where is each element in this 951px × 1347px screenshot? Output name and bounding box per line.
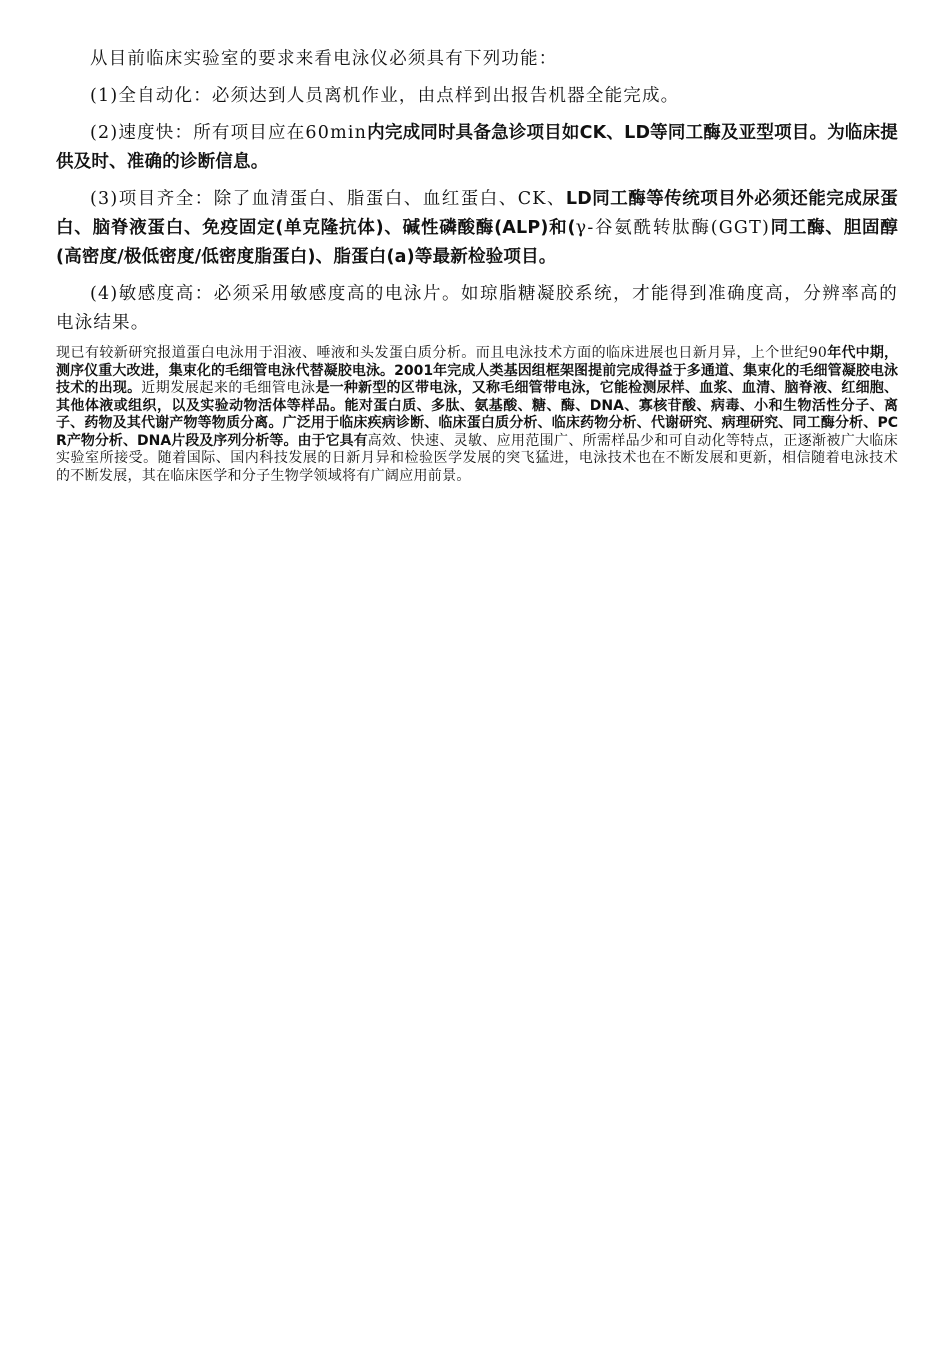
item-3-text-sans: LD同工酶等传统项目外必须还能完成尿蛋白、脑脊液蛋白、免疫固定(单克隆抗体)、碱性磷酸酶(ALP)和( [56,189,898,238]
item-2-text-serif: (2)速度快：所有项目应在60min [90,123,368,143]
summary-text-3: 近期发展起来的毛细管电泳 [141,380,316,396]
item-3-text-sans-2: 同工酶、胆固醇(高密度/极低密度/低密度脂蛋白)、脂蛋白(a)等最新检验项目。 [56,218,898,267]
item-1-paragraph [56,81,898,110]
item-2-paragraph [56,118,898,176]
item-3-paragraph [56,184,898,271]
summary-text-1: 现已有较新研究报道蛋白电泳用于泪液、唾液和头发蛋白质分析。而且电泳技术方面的临床进展也日新月异，上个世纪90 [56,345,828,361]
item-1-text: (1)全自动化：必须达到人员离机作业，由点样到出报告机器全能完成。 [90,86,680,106]
summary-paragraph [56,345,898,485]
item-4-text: (4)敏感度高：必须采用敏感度高的电泳片。如琼脂糖凝胶系统，才能得到准确度高，分辨率高的电泳结果。 [56,284,898,333]
intro-paragraph [56,44,898,73]
summary-text-5: 高效、快速、灵敏、应用范围广、所需样品少和可自动化等特点，正逐渐被广大临床实验室所接受。随着国际、国内科技发展的日新月异和检验医学发展的突飞猛进，电泳技术也在不断发展和更新，相信随着电泳技术的不断发展，其在临床医学和分子生物学领域将有广阔应用前景。 [56,432,898,484]
item-2-text-sans: 内完成同时具备急诊项目如CK、LD等同工酶及亚型项目。为临床提供及时、准确的诊断信息。 [56,123,899,172]
summary-text-2: 年代中期，测序仪重大改进，集束化的毛细管电泳代替凝胶电泳。2001年完成人类基因组框架图提前完成得益于多通道、集束化的毛细管凝胶电泳技术的出现。 [56,345,899,396]
item-4-paragraph [56,279,898,337]
item-3-text-serif-2: γ-谷氨酰转肽酶(GGT) [575,218,770,238]
intro-text: 从目前临床实验室的要求来看电泳仪必须具有下列功能： [90,49,558,69]
document-body [56,44,898,485]
summary-text-4: 是一种新型的区带电泳，又称毛细管带电泳，它能检测尿样、血浆、血清、脑脊液、红细胞、其他体液或组织，以及实验动物活体等样品。能对蛋白质、多肽、氨基酸、糖、酶、DNA、寡核苷酸、病毒、小和生物活性分子、离子、药物及其代谢产物等物质分离。广泛用于临床疾病诊断、临床蛋白质分析、临床药物分析、代谢研究、病理研究、同工酶分析、PCR产物分析、DNA片段及序列分析等。由于它具有 [56,380,899,449]
item-3-text-serif: (3)项目齐全：除了血清蛋白、脂蛋白、血红蛋白、CK、 [90,189,566,209]
